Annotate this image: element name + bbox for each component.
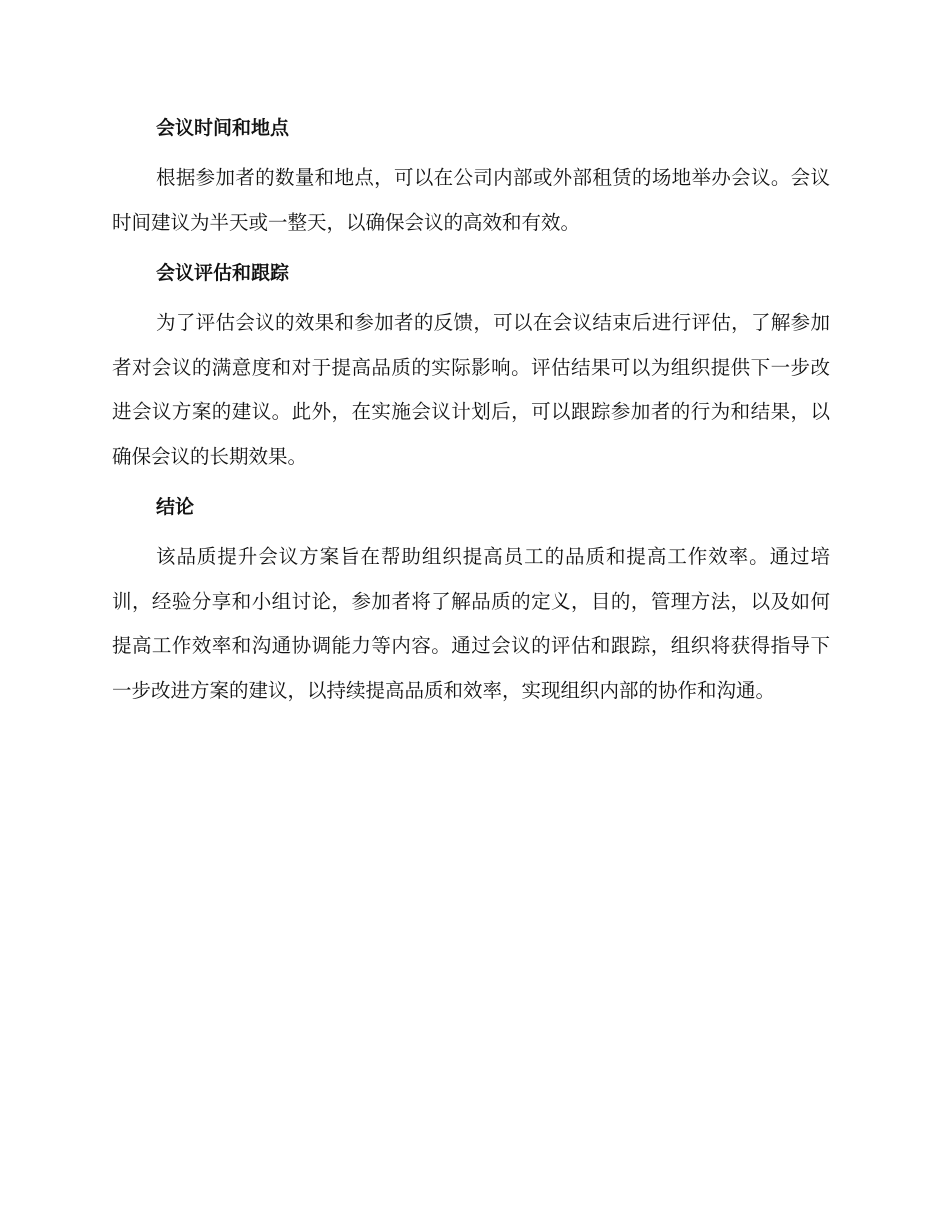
section-paragraph-time-location: 根据参加者的数量和地点，可以在公司内部或外部租赁的场地举办会议。会议时间建议为半天或一整天，以确保会议的高效和有效。 — [112, 166, 830, 234]
section-heading-evaluation-tracking: 会议评估和跟踪 — [156, 262, 290, 284]
section-paragraph-conclusion: 该品质提升会议方案旨在帮助组织提高员工的品质和提高工作效率。通过培训，经验分享和小组讨论，参加者将了解品质的定义，目的，管理方法，以及如何提高工作效率和沟通协调能力等内容。通过会议的评估和跟踪，组织将获得指导下一步改进方案的建议，以持续提高品质和效率，实现组织内部的协作和沟通。 — [112, 545, 830, 702]
section-paragraph-evaluation-tracking: 为了评估会议的效果和参加者的反馈，可以在会议结束后进行评估，了解参加者对会议的满意度和对于提高品质的实际影响。评估结果可以为组织提供下一步改进会议方案的建议。此外，在实施会议计划后，可以跟踪参加者的行为和结果，以确保会议的长期效果。 — [112, 311, 830, 468]
document-body — [112, 108, 830, 721]
section-heading-time-location: 会议时间和地点 — [156, 117, 290, 139]
section-heading-conclusion: 结论 — [156, 496, 195, 518]
